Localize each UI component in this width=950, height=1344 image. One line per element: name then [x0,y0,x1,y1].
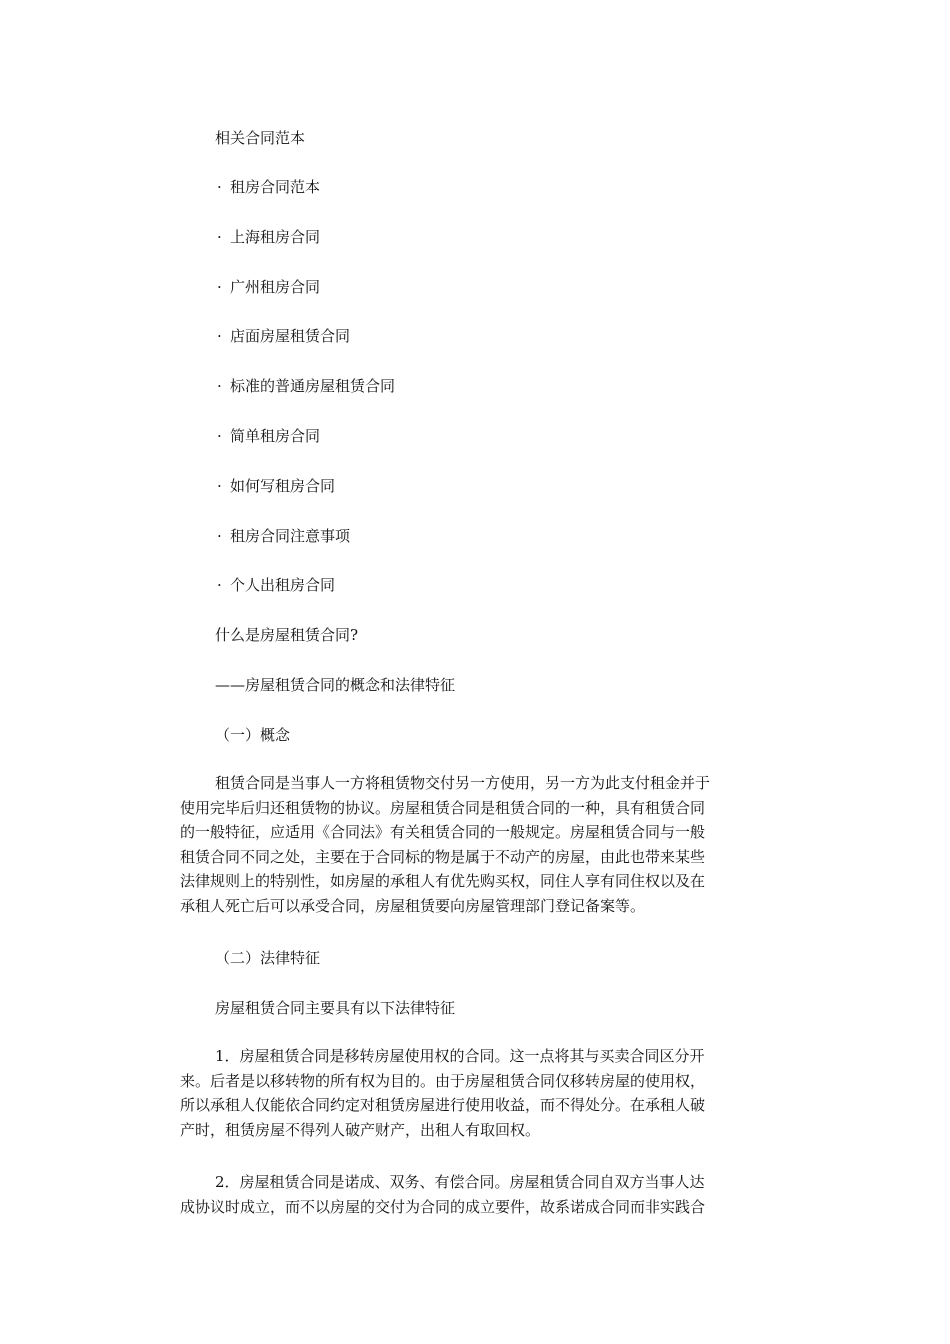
list-item-label: 租房合同范本 [230,178,321,196]
text-line: 所以承租人仅能依合同约定对租赁房屋进行使用收益，而不得处分。在承租人破 [180,1096,706,1114]
text-line: 2．房屋租赁合同是诺成、双务、有偿合同。房屋租赁合同自双方当事人达 [215,1173,705,1191]
text-line: 租赁合同不同之处，主要在于合同标的物是属于不动产的房屋，由此也带来某些 [180,847,706,866]
text-line: 承租人死亡后可以承受合同，房屋租赁要向房屋管理部门登记备案等。 [180,896,646,915]
list-item[interactable] [217,277,320,297]
list-item[interactable] [217,177,320,197]
bullet-icon: · [217,377,222,395]
point-2 [180,1170,770,1219]
list-item-label: 标准的普通房屋租赁合同 [230,377,396,395]
section2-intro: 房屋租赁合同主要具有以下法律特征 [215,999,456,1017]
bullet-icon: · [217,477,222,495]
list-item[interactable] [217,575,335,595]
section1-body [180,771,770,918]
list-item[interactable] [217,426,320,446]
list-item-label: 租房合同注意事项 [230,527,351,545]
list-item-label: 上海租房合同 [230,228,321,246]
point-1 [180,1044,770,1142]
text-line: 1．房屋租赁合同是移转房屋使用权的合同。这一点将其与买卖合同区分开 [215,1047,705,1065]
bullet-icon: · [217,427,222,445]
text-line: 租赁合同是当事人一方将租赁物交付另一方使用，另一方为此支付租金并于 [215,774,711,792]
text-line: 法律规则上的特别性，如房屋的承租人有优先购买权，同住人享有同住权以及在 [180,872,706,890]
list-item-label: 个人出租房合同 [230,576,336,594]
text-line: 来。后者是以移转物的所有权为目的。由于房屋租赁合同仅移转房屋的使用权， [180,1071,706,1090]
bullet-icon: · [217,278,222,296]
text-line: 使用完毕后归还租赁物的协议。房屋租赁合同是租赁合同的一种，具有租赁合同 [180,798,706,817]
section1-title: （一）概念 [215,726,291,744]
list-item[interactable] [217,326,350,346]
bullet-icon: · [217,527,222,545]
list-item-label: 店面房屋租赁合同 [230,327,351,345]
section2-title: （二）法律特征 [215,949,321,967]
list-item[interactable] [217,376,395,396]
list-item-label: 简单租房合同 [230,427,321,445]
bullet-icon: · [217,178,222,196]
text-line: 成协议时成立，而不以房屋的交付为合同的成立要件，故系诺成合同而非实践合 [180,1197,706,1216]
list-item-label: 如何写租房合同 [230,477,336,495]
bullet-icon: · [217,576,222,594]
text-line: 的一般特征，应适用《合同法》有关租赁合同的一般规定。房屋租赁合同与一般 [180,823,706,841]
bullet-icon: · [217,228,222,246]
question-heading: 什么是房屋租赁合同? [215,626,359,644]
list-item[interactable] [217,227,320,247]
subtitle: ——房屋租赁合同的概念和法律特征 [215,676,456,694]
list-item-label: 广州租房合同 [230,278,321,296]
bullet-icon: · [217,327,222,345]
list-item[interactable] [217,476,335,496]
related-heading: 相关合同范本 [215,129,306,147]
list-item[interactable] [217,526,350,546]
text-line: 产时，租赁房屋不得列人破产财产，出租人有取回权。 [180,1120,541,1139]
